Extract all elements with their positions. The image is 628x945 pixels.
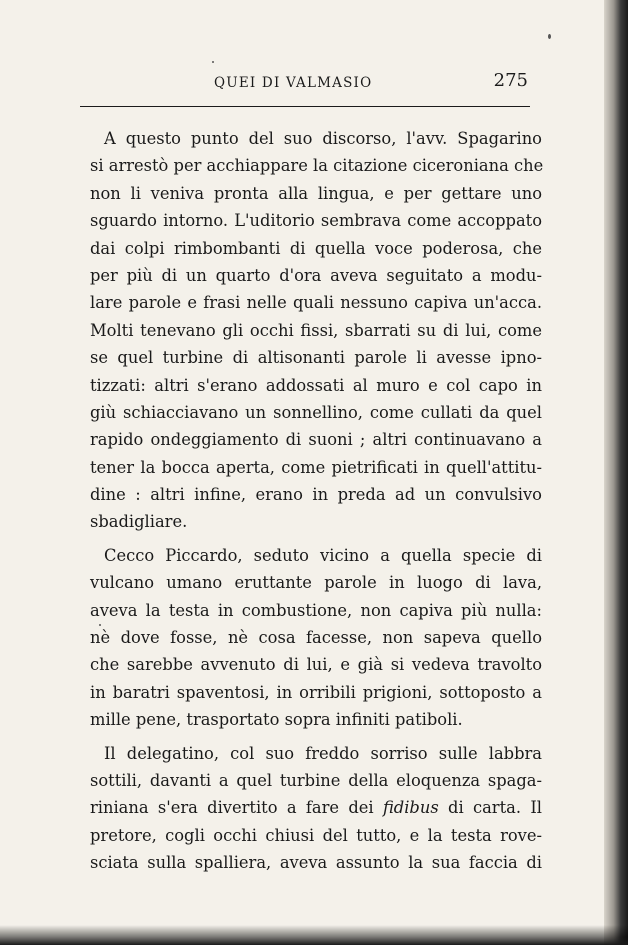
text-line: in baratri spaventosi, in orribili prigioni, sottoposto a (90, 682, 542, 702)
text-line: Molti tenevano gli occhi fissi, sbarrati su di lui, come (90, 320, 542, 340)
text-line: vulcano umano eruttante parole in luogo di lava, (90, 573, 542, 593)
text-line: aveva la testa in combustione, non capiva più nulla: (90, 600, 542, 620)
page-header (88, 68, 540, 98)
text-line: mille pene, trasportato sopra infiniti patiboli. (90, 710, 463, 730)
text-line: tener la bocca aperta, come pietrificati in quell'attitu- (90, 457, 542, 477)
scan-shadow (0, 925, 628, 945)
text-line: nè dove fosse, nè cosa facesse, non sapeva quello (90, 628, 542, 648)
text-line: non li veniva pronta alla lingua, e per gettare uno (90, 183, 542, 203)
running-title: QUEI DI VALMASIO (214, 75, 373, 91)
text-line: pretore, cogli occhi chiusi del tutto, e la testa rove- (90, 825, 542, 845)
text-line: sciata sulla spalliera, aveva assunto la sua faccia di (90, 853, 542, 873)
text-line: sottili, davanti a quel turbine della eloquenza spaga- (90, 770, 542, 790)
text-line: A questo punto del suo discorso, l'avv. Spagarino (104, 129, 542, 148)
paper-speck (548, 34, 551, 39)
text-segment: riniana s'era divertito a fare dei (90, 798, 374, 818)
text-line: se quel turbine di altisonanti parole li avesse ipno- (90, 348, 542, 368)
paper-speck (99, 624, 101, 626)
body-text (90, 125, 542, 877)
text-line: sbadigliare. (90, 512, 188, 532)
text-line: rapido ondeggiamento di suoni ; altri continuavano a (90, 430, 542, 450)
text-line: tizzati: altri s'erano addossati al muro e col capo in (90, 375, 542, 395)
text-line: Cecco Piccardo, seduto vicino a quella specie di (104, 545, 542, 565)
text-line-with-italic (90, 794, 542, 821)
text-line: lare parole e frasi nelle quali nessuno capiva un'acca. (90, 293, 542, 313)
text-segment: di carta. Il (448, 798, 542, 818)
page-edge (604, 0, 628, 945)
paper-speck (212, 61, 214, 63)
text-line: dai colpi rimbombanti di quella voce poderosa, che (90, 238, 542, 258)
page-number: 275 (493, 70, 528, 91)
text-line: si arrestò per acchiappare la citazione ciceroniana che (90, 156, 544, 176)
paragraph-2 (90, 542, 542, 734)
text-line: dine : altri infine, erano in preda ad un convulsivo (90, 485, 542, 505)
italic-word: fidibus (382, 798, 439, 818)
paragraph-3 (90, 740, 542, 877)
text-line: giù schiacciavano un sonnellino, come cullati da quel (90, 402, 542, 422)
text-line: Il delegatino, col suo freddo sorriso sulle labbra (104, 743, 542, 763)
text-line: che sarebbe avvenuto di lui, e già si vedeva travolto (90, 655, 542, 675)
text-line: sguardo intorno. L'uditorio sembrava come accoppato (90, 211, 542, 231)
header-rule (80, 106, 530, 107)
text-line: per più di un quarto d'ora aveva seguitato a modu- (90, 265, 542, 285)
paragraph-1 (90, 125, 542, 536)
